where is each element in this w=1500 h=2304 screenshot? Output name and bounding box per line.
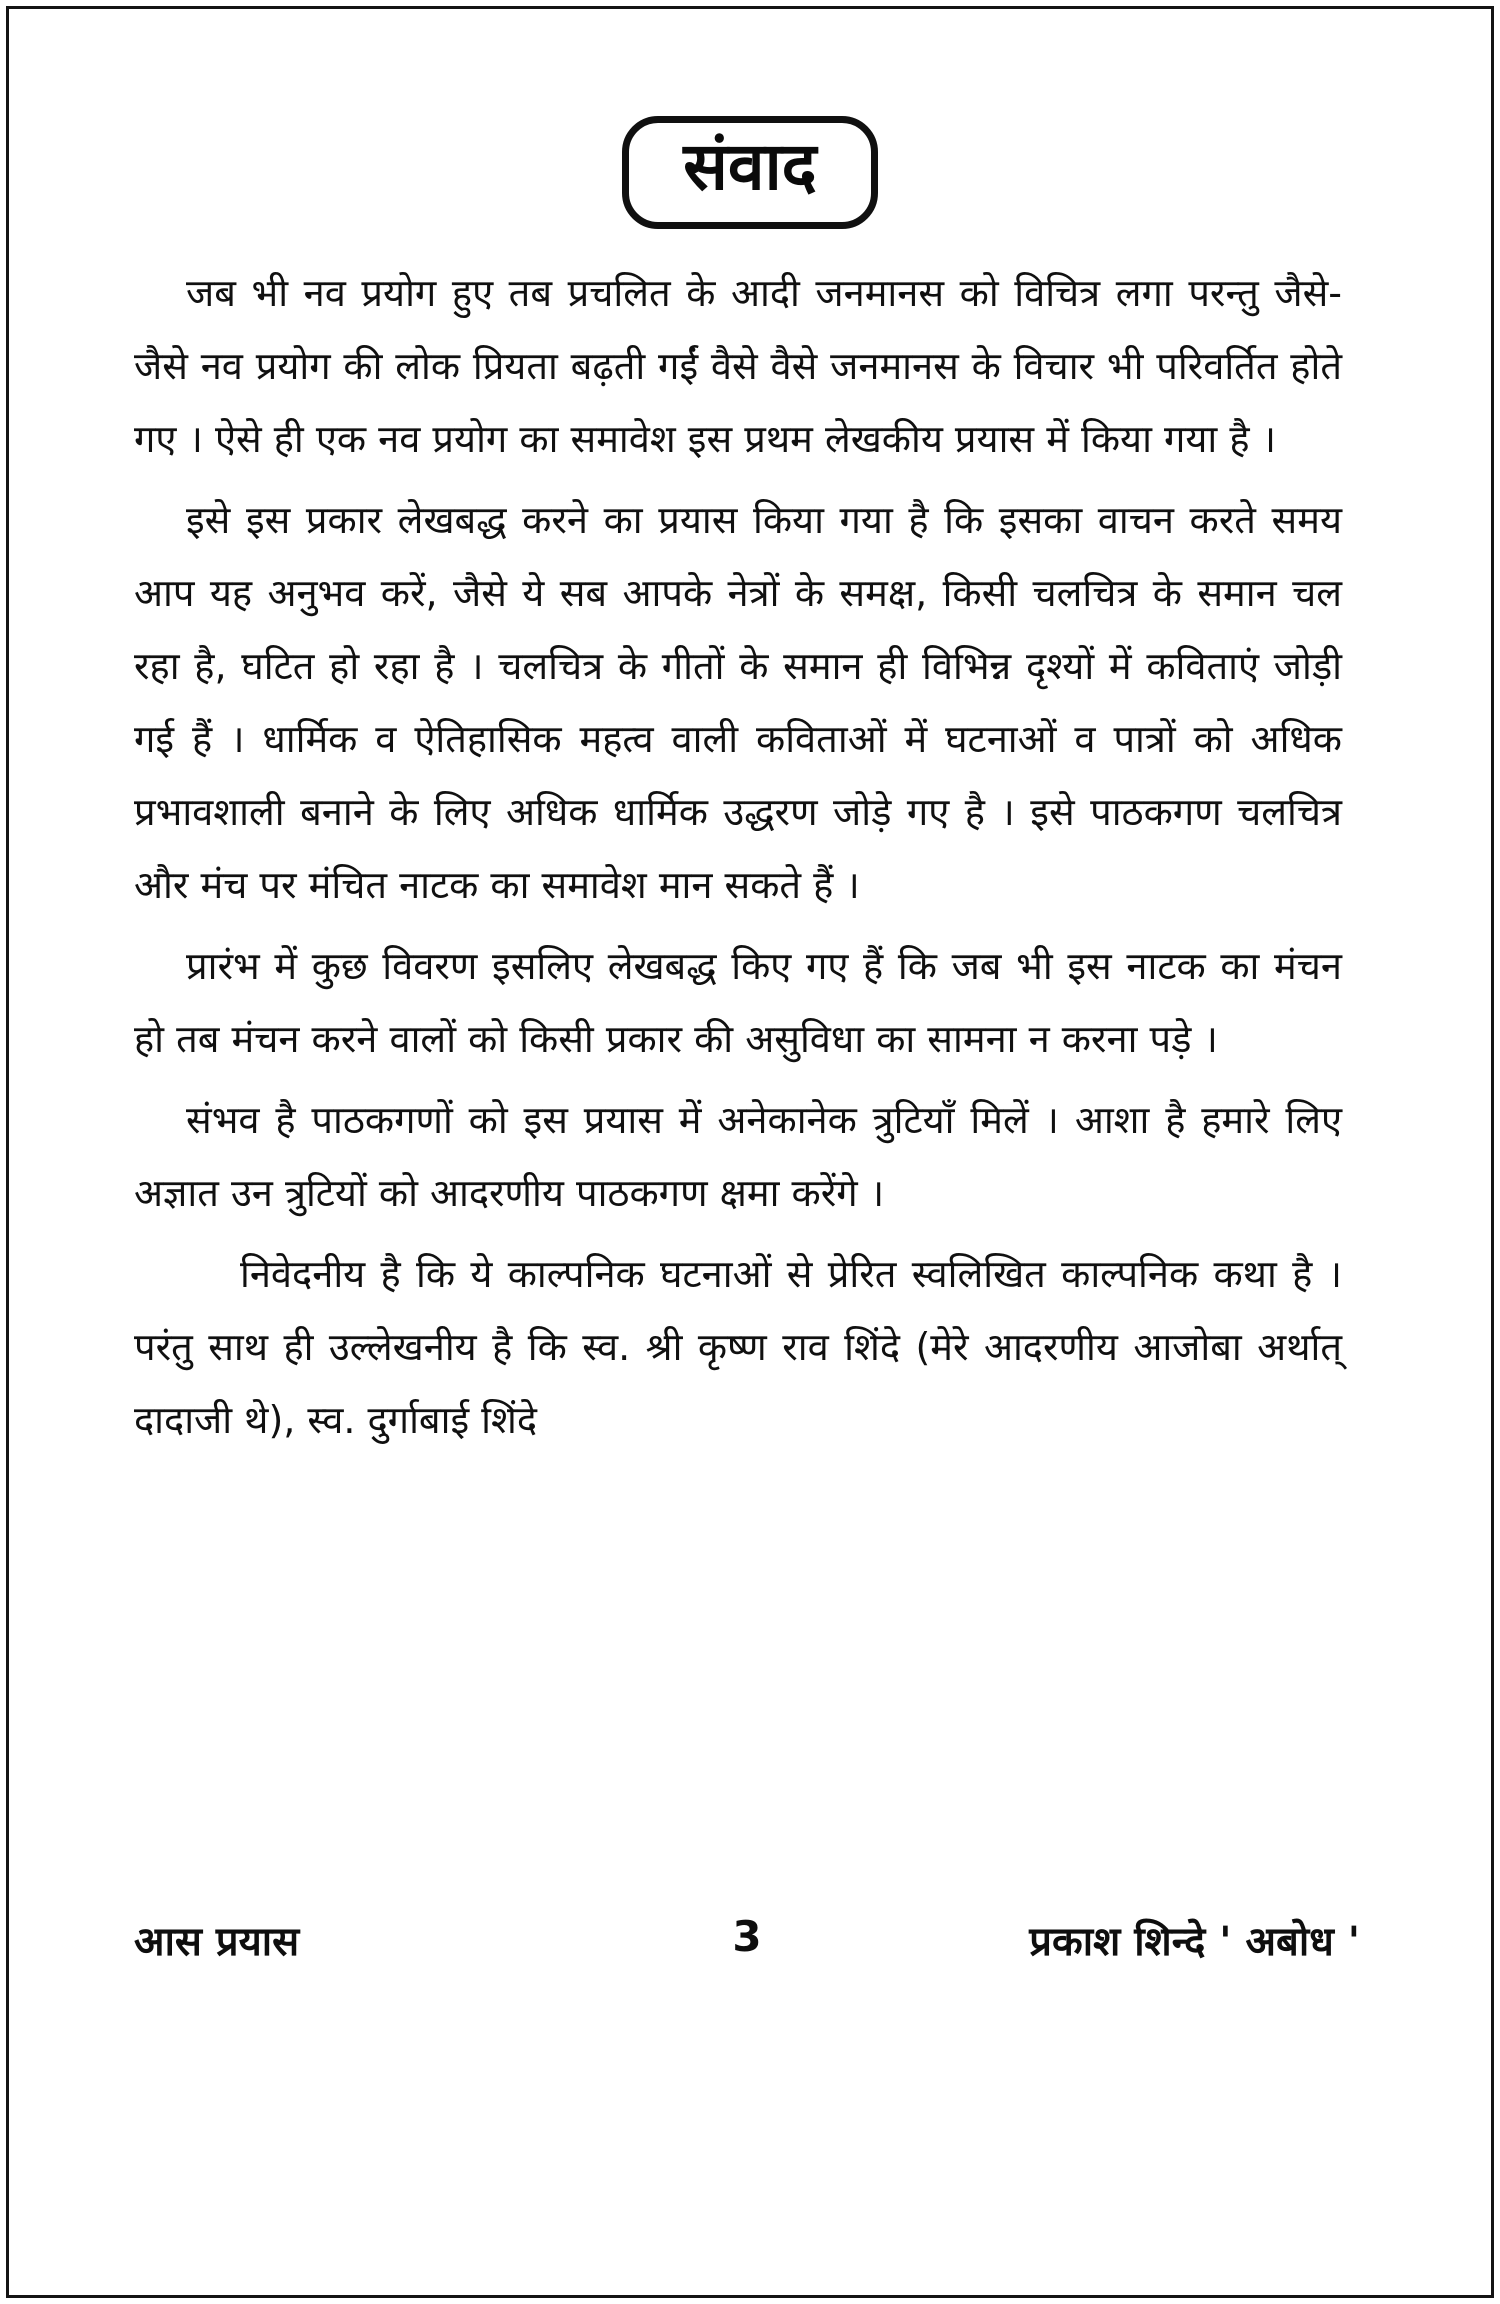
chapter-title-box <box>622 116 877 229</box>
footer-page-number: 3 <box>732 1912 762 1961</box>
footer-author-name: प्रकाश शिन्दे ' अबोध ' <box>1029 1919 1360 1965</box>
paragraph-1: जब भी नव प्रयोग हुए तब प्रचलित के आदी जनमानस को विचित्र लगा परन्तु जैसे-जैसे नव प्रयोग की लोक प्रियता बढ़ती गईं वैसे वैसे जनमानस के विचार भी परिवर्तित होते गए । ऐसे ही एक नव प्रयोग का समावेश इस प्रथम लेखकीय प्रयास में किया गया है । <box>134 271 1342 462</box>
paragraph-3: प्रारंभ में कुछ विवरण इसलिए लेखबद्ध किए गए हैं कि जब भी इस नाटक का मंचन हो तब मंचन करने वालों को किसी प्रकार की असुविधा का सामना न करना पड़े । <box>134 944 1342 1062</box>
footer-book-title: आस प्रयास <box>134 1919 300 1965</box>
paragraph-4: संभव है पाठकगणों को इस प्रयास में अनेकानेक त्रुटियाँ मिलें । आशा है हमारे लिए अज्ञात उन त्रुटियों को आदरणीय पाठकगण क्षमा करेंगे । <box>134 1098 1342 1216</box>
page-body <box>134 257 1342 1457</box>
chapter-title-wrap <box>0 0 1500 229</box>
page-footer <box>134 1912 1360 1972</box>
chapter-title: संवाद <box>683 128 817 205</box>
paragraph-2: इसे इस प्रकार लेखबद्ध करने का प्रयास किया गया है कि इसका वाचन करते समय आप यह अनुभव करें, जैसे ये सब आपके नेत्रों के समक्ष, किसी चलचित्र के समान चल रहा है, घटित हो रहा है । चलचित्र के गीतों के समान ही विभिन्न दृश्यों में कविताएं जोड़ी गई हैं । धार्मिक व ऐतिहासिक महत्व वाली कविताओं में घटनाओं व पात्रों को अधिक प्रभावशाली बनाने के लिए अधिक धार्मिक उद्धरण जोड़े गए है । इसे पाठकगण चलचित्र और मंच पर मंचित नाटक का समावेश मान सकते हैं । <box>134 498 1342 908</box>
paragraph-5: निवेदनीय है कि ये काल्पनिक घटनाओं से प्रेरित स्वलिखित काल्पनिक कथा है । परंतु साथ ही उल्लेखनीय है कि स्व. श्री कृष्ण राव शिंदे (मेरे आदरणीय आजोबा अर्थात् दादाजी थे), स्व. दुर्गाबाई शिंदे <box>134 1252 1342 1443</box>
